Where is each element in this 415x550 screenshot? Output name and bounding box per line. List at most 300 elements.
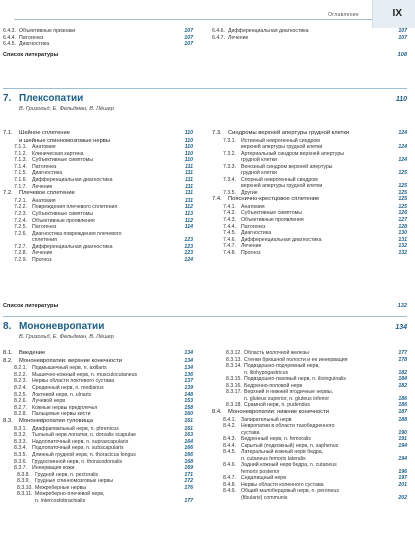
entry-title: сплетения [32, 237, 57, 244]
entry-page: 201 [398, 481, 407, 488]
entry-title: Запирательный нерв [241, 416, 292, 423]
entry-number: 7.3.4. [223, 176, 236, 183]
toc-entry[interactable] [3, 485, 193, 492]
entry-number: 8.2. [3, 357, 13, 364]
toc-entry[interactable] [3, 465, 193, 472]
entry-page: 177 [398, 350, 407, 356]
entry-title: Межреберно-плечевой нерв, [35, 491, 105, 498]
entry-title: Длинный грудной нерв, n. thoracicus longus [32, 451, 136, 458]
toc-entry[interactable] [212, 443, 407, 450]
entry-page: 112 [184, 204, 193, 211]
entry-title: Бедренный нерв, n. femoralis [241, 436, 311, 443]
chapter-8-heading[interactable] [3, 316, 407, 340]
toc-entry[interactable] [3, 184, 193, 191]
entry-title: Лечение [32, 183, 53, 190]
entry-page: 125 [398, 183, 407, 190]
entry-number: 7.3.3. [223, 163, 236, 170]
toc-entry[interactable] [212, 363, 407, 370]
entry-page: 110 [184, 157, 193, 164]
entry-title: Мононевропатии: нижние конечности [228, 408, 329, 415]
entry-number: 6.4.3. [3, 28, 16, 34]
entry-title: Седалищный нерв [241, 475, 286, 482]
toc-entry[interactable] [212, 383, 407, 390]
entry-page: 188 [398, 416, 407, 423]
entry-number: 7.4.4. [223, 223, 236, 230]
entry-title: Мононевропатии: верхние конечности [19, 357, 122, 364]
entry-title: Срамной нерв, n. pudendus [244, 402, 311, 409]
toc-entry[interactable] [212, 449, 407, 456]
entry-number: 7.3.5. [223, 189, 236, 196]
entry-number: 6.4.5. [3, 41, 16, 48]
entry-page: 176 [184, 484, 193, 491]
entry-page: 114 [184, 224, 193, 231]
entry-page: 196 [398, 468, 407, 475]
toc-entry[interactable] [212, 28, 407, 35]
entry-title: (fibularis) communis [241, 495, 288, 502]
toc-entry[interactable] [212, 243, 407, 250]
entry-page: 137 [184, 378, 193, 385]
entry-title: Мышечно-кожный нерв, n. musculocutaneus [32, 371, 138, 378]
entry-page: 169 [184, 465, 193, 472]
references-entry-ch6[interactable] [3, 52, 407, 58]
entry-page: 124 [398, 157, 407, 164]
entry-number: 7.2.2. [14, 204, 27, 211]
entry-title: Скрытый (подкожный) нерв, n. saphenus [241, 442, 339, 449]
entry-number: 8.3.16. [226, 382, 242, 389]
toc-entry[interactable] [3, 224, 193, 231]
entry-title: Прогноз [241, 249, 261, 256]
toc-entry[interactable] [3, 144, 193, 151]
entry-number: 7.4.1. [223, 203, 236, 210]
entry-number: 8.1. [3, 350, 13, 356]
entry-title: Нервы области коленного сустава [241, 481, 324, 488]
entry-title: Прогноз [32, 256, 52, 263]
entry-title: Лечение [228, 34, 249, 41]
entry-title: Подвздошно-паховый нерв, n. ilioinguinalis [244, 376, 346, 383]
entry-title: верхней апертуры грудной клетки [241, 183, 323, 190]
entry-page: 164 [184, 438, 193, 445]
entry-title: Дифференциальная диагностика [228, 28, 309, 34]
entry-title: Мононевропатии туловища [19, 417, 93, 424]
entry-page: 184 [398, 376, 407, 383]
toc-entry[interactable] [3, 411, 193, 418]
toc-entry[interactable] [3, 218, 193, 225]
toc-column-ch7-right [212, 130, 407, 256]
entry-page: 177 [184, 498, 193, 505]
entry-number: 7.1.1. [14, 143, 27, 150]
toc-entry[interactable] [212, 138, 407, 145]
entry-number: 7.2.8. [14, 250, 27, 257]
entry-page: 111 [185, 170, 193, 177]
entry-page: 125 [398, 196, 407, 203]
entry-title: femoris posterior [241, 468, 280, 475]
toc-entry[interactable] [212, 475, 407, 482]
entry-page: 168 [184, 458, 193, 465]
entry-number: 8.3.3. [14, 438, 27, 445]
entry-page: 107 [184, 41, 193, 48]
entry-page: 125 [398, 170, 407, 177]
entry-page: 125 [398, 189, 407, 196]
entry-number: 8.4.6. [223, 462, 236, 469]
entry-number: 7.2.9. [14, 256, 27, 263]
toc-entry[interactable] [3, 28, 193, 35]
entry-page: 186 [398, 402, 407, 409]
toc-entry[interactable] [3, 459, 193, 466]
entry-title: Объективные проявления [241, 216, 304, 223]
entry-number: 8.4.3. [223, 436, 236, 443]
entry-number: 8.2.2. [14, 371, 27, 378]
toc-entry[interactable] [3, 372, 193, 379]
toc-entry[interactable] [212, 190, 407, 197]
entry-page: 124 [398, 130, 407, 136]
entry-page: 148 [184, 391, 193, 398]
toc-entry[interactable] [212, 350, 407, 357]
toc-entry[interactable] [3, 177, 193, 184]
toc-entry[interactable] [3, 211, 193, 218]
entry-page: 111 [185, 197, 193, 204]
toc-entry[interactable] [3, 418, 193, 426]
toc-entry[interactable] [212, 389, 407, 396]
toc-entry[interactable] [3, 130, 193, 138]
toc-entry[interactable] [212, 402, 407, 409]
toc-entry[interactable] [3, 198, 193, 205]
entry-page: 194 [398, 455, 407, 462]
toc-entry[interactable] [3, 398, 193, 405]
entry-title: Бедренно-половой нерв [244, 382, 303, 389]
toc-entry[interactable] [212, 417, 407, 424]
entry-number: 7.4.8. [223, 249, 236, 256]
entry-title: Дифференциальная диагностика [241, 236, 322, 243]
references-page: 132 [397, 303, 407, 309]
chapter-7-heading[interactable] [3, 88, 407, 112]
entry-page: 123 [184, 237, 193, 244]
entry-title: Субъективные симптомы [32, 157, 93, 164]
entry-title: Дифференциальная диагностика [32, 176, 113, 183]
entry-page: 178 [398, 356, 407, 363]
entry-number: 8.3. [3, 417, 13, 424]
entry-number: 8.3.8. [17, 471, 30, 478]
entry-page: 160 [184, 411, 193, 418]
entry-page: 112 [184, 217, 193, 224]
entry-title: Лечение [32, 250, 53, 257]
toc-column-ch7-left [3, 130, 193, 263]
entry-number: 8.4.1. [223, 416, 236, 423]
entry-title: Истинный неврогенный синдром [241, 137, 320, 144]
entry-title: Стенки брюшной полости и ее иннервация [244, 356, 348, 363]
entry-number: 7.2.1. [14, 197, 27, 204]
toc-entry[interactable] [212, 423, 407, 430]
entry-title: сустава [241, 429, 260, 436]
entry-title: Задний кожный нерв бедра, n. cutaneus [241, 462, 337, 469]
toc-entry[interactable] [3, 432, 193, 439]
entry-title: Диафрагмальный нерв, n. phrenicus [32, 425, 119, 432]
entry-title: Патогенез [241, 223, 266, 230]
entry-title: Верхний и нижний ягодичные нервы, [244, 389, 334, 396]
toc-entry[interactable] [212, 376, 407, 383]
entry-title: Кожные нервы предплечья [32, 404, 98, 411]
entry-page: 113 [184, 210, 193, 217]
toc-entry[interactable] [212, 436, 407, 443]
entry-title: Венозный синдром верхней апертуры [241, 163, 333, 170]
chapter-rule [3, 316, 407, 317]
entry-page: 107 [184, 28, 193, 34]
toc-entry[interactable] [3, 170, 193, 177]
entry-title: n. cutaneus femoris lateralis [241, 455, 306, 462]
entry-title: Подвздошно-подчревный нерв, [244, 363, 320, 370]
entry-title: верхней апертуры грудной клетки [241, 144, 323, 151]
toc-entry[interactable] [3, 257, 193, 264]
entry-page: 202 [398, 495, 407, 502]
entry-number: 8.4.9. [223, 488, 236, 495]
entry-number: 6.4.7. [212, 34, 225, 41]
entry-title: Грудоспинной нерв, n. thoracodorsalis [32, 458, 123, 465]
chapter-page: 134 [395, 324, 407, 331]
toc-entry[interactable] [212, 217, 407, 224]
chapter-title: Мононевропатии [19, 321, 105, 332]
entry-number: 7.4.3. [223, 216, 236, 223]
toc-entry[interactable] [212, 164, 407, 171]
entry-title: n. intercostobrachialis [35, 498, 86, 505]
toc-entry[interactable] [3, 190, 193, 198]
entry-number: 7.3. [212, 130, 222, 136]
entry-page: 153 [184, 398, 193, 405]
toc-entry[interactable] [212, 210, 407, 217]
entry-number: 8.3.10. [17, 484, 33, 491]
entry-title: Субъективные симптомы [32, 210, 93, 217]
entry-page: 187 [398, 408, 407, 415]
entry-number: 8.3.11. [17, 491, 33, 498]
entry-number: 8.3.18. [226, 402, 242, 409]
toc-entry[interactable] [212, 151, 407, 158]
toc-entry[interactable] [3, 164, 193, 171]
toc-entry[interactable] [3, 405, 193, 412]
entry-title: Анатомия [241, 203, 265, 210]
entry-number: 8.3.5. [14, 451, 27, 458]
entry-title: и шейные спинномозговые нервы [19, 137, 111, 144]
toc-entry[interactable] [212, 409, 407, 417]
toc-entry[interactable] [212, 196, 407, 204]
entry-title: Патогенез [19, 34, 44, 41]
entry-number: 7.3.2. [223, 150, 236, 157]
entry-number: 7.4.5. [223, 230, 236, 237]
toc-entry[interactable] [3, 392, 193, 399]
toc-entry[interactable] [3, 498, 193, 504]
toc-entry[interactable] [3, 365, 193, 372]
toc-entry[interactable] [3, 426, 193, 433]
entry-number: 8.3.15. [226, 376, 242, 383]
toc-column-top-right [212, 28, 407, 41]
entry-title: Патогенез [32, 163, 57, 170]
entry-number: 8.3.17. [226, 389, 242, 396]
entry-title: Объективные проявления [32, 217, 95, 224]
entry-page: 139 [184, 384, 193, 391]
toc-entry[interactable] [3, 350, 193, 358]
entry-number: 8.2.4. [14, 384, 27, 391]
entry-number: 7.1.5. [14, 170, 27, 177]
toc-entry[interactable] [3, 478, 193, 485]
entry-number: 6.4.4. [3, 34, 16, 41]
toc-entry[interactable] [212, 495, 407, 501]
entry-number: 7.1. [3, 130, 13, 136]
chapter-authors: В. Гризольд, Е. Фельдман, В. Лёшер [19, 334, 114, 340]
entry-title: Повреждения плечевого сплетения [32, 204, 118, 211]
chapter-title: Плексопатии [19, 93, 84, 104]
entry-title: Спорный неврогенный синдром [241, 176, 318, 183]
entry-title: Артериальный синдром верхней апертуры [241, 150, 344, 157]
page-number: IX [392, 8, 402, 19]
running-head: Оглавление [328, 12, 359, 18]
entry-page: 107 [398, 34, 407, 41]
entry-title: Надлопаточный нерв, n. suprascapularis [32, 438, 129, 445]
entry-page: 136 [184, 371, 193, 378]
entry-title: Диагностика [19, 41, 50, 48]
chapter-number: 8. [3, 321, 12, 332]
toc-entry[interactable] [212, 488, 407, 495]
entry-title: Субъективные симптомы [241, 210, 302, 217]
toc-entry[interactable] [3, 41, 193, 48]
entry-page: 107 [184, 34, 193, 41]
entry-number: 8.4.7. [223, 475, 236, 482]
chapter-page: 110 [395, 96, 407, 103]
entry-title: Пояснично-крестцовое сплетение [228, 196, 320, 203]
entry-title: Пальцевые нервы кисти [32, 411, 91, 418]
toc-entry[interactable] [3, 385, 193, 392]
entry-page: 158 [184, 404, 193, 411]
toc-entry[interactable] [3, 491, 193, 498]
entry-number: 7.2.7. [14, 243, 27, 250]
entry-number: 7.4.2. [223, 210, 236, 217]
toc-entry[interactable] [3, 157, 193, 164]
entry-title: Подлопаточный нерв, n. subscapularis [32, 445, 124, 452]
entry-number: 8.4.2. [223, 423, 236, 430]
toc-entry[interactable] [3, 378, 193, 385]
toc-entry[interactable] [212, 204, 407, 211]
entry-title: Локтевой нерв, n. ulnaris [32, 391, 92, 398]
entry-title: Клиническая картина [32, 150, 84, 157]
entry-title: грудной клетки [241, 170, 277, 177]
entry-number: 7.4.6. [223, 236, 236, 243]
toc-entry[interactable] [3, 250, 193, 257]
entry-title: Грудной нерв, n. pectoralis [35, 471, 99, 478]
entry-number: 8.3.9. [17, 478, 30, 485]
toc-entry[interactable] [3, 151, 193, 158]
entry-page: 111 [185, 163, 193, 170]
entry-page: 124 [398, 144, 407, 151]
entry-number: 8.3.13. [226, 356, 242, 363]
entry-title: Синдромы верхней апертуры грудной клетки [228, 130, 350, 136]
entry-number: 8.3.7. [14, 465, 27, 472]
toc-entry[interactable] [212, 224, 407, 231]
entry-title: грудной клетки [241, 157, 277, 164]
entry-number: 7.1.4. [14, 163, 27, 170]
toc-entry[interactable] [3, 231, 193, 238]
entry-page: 163 [184, 432, 193, 439]
entry-number: 8.4.5. [223, 449, 236, 456]
toc-entry[interactable] [212, 357, 407, 364]
toc-entry[interactable] [212, 250, 407, 257]
entry-page: 128 [398, 223, 407, 230]
entry-page: 126 [398, 210, 407, 217]
toc-entry[interactable] [3, 452, 193, 459]
entry-page: 161 [184, 425, 193, 432]
entry-title: Дифференциальная диагностика [32, 243, 113, 250]
entry-page: 134 [184, 365, 193, 372]
entry-number: 8.2.7. [14, 404, 27, 411]
entry-page: 171 [184, 471, 193, 478]
entry-title: Другие [241, 189, 258, 196]
page-number-tab [372, 0, 415, 28]
toc-entry[interactable] [3, 472, 193, 479]
toc-entry[interactable] [3, 35, 193, 42]
toc-entry[interactable] [212, 35, 407, 42]
toc-entry[interactable] [212, 130, 407, 138]
toc-entry[interactable] [212, 237, 407, 244]
toc-column-ch8-left [3, 350, 193, 504]
entry-title: Тыльный нерв лопатки, n. dorsalis scapulae [32, 432, 136, 439]
entry-page: 110 [184, 143, 193, 150]
entry-title: Общий малоберцовый нерв, n. peroneus [241, 488, 339, 495]
header-rule [14, 19, 373, 20]
entry-title: Нервы области локтевого сустава [32, 378, 114, 385]
entry-page: 111 [185, 190, 193, 197]
entry-number: 7.2.5. [14, 224, 27, 231]
references-page: 108 [397, 52, 407, 58]
entry-page: 123 [184, 243, 193, 250]
entry-number: 8.2.8. [14, 411, 27, 418]
entry-number: 7.1.2. [14, 150, 27, 157]
toc-column-ch8-right [212, 350, 407, 501]
toc-entry[interactable] [3, 445, 193, 452]
entry-title: Плечевое сплетение [19, 190, 75, 197]
entry-number: 8.4.8. [223, 481, 236, 488]
entry-page: 191 [398, 436, 407, 443]
toc-entry[interactable] [3, 204, 193, 211]
entry-number: 8.2.1. [14, 365, 27, 372]
references-label: Список литературы [3, 303, 59, 309]
entry-number: 8.2.5. [14, 391, 27, 398]
entry-title: Анатомия [32, 143, 56, 150]
entry-page: 190 [398, 429, 407, 436]
toc-entry[interactable] [3, 439, 193, 446]
toc-entry[interactable] [212, 482, 407, 489]
entry-number: 7.2.6. [14, 230, 27, 237]
toc-entry[interactable] [3, 244, 193, 251]
toc-entry[interactable] [212, 230, 407, 237]
entry-page: 111 [185, 176, 193, 183]
references-entry-ch7[interactable] [3, 303, 407, 309]
entry-number: 8.3.4. [14, 445, 27, 452]
toc-entry[interactable] [212, 177, 407, 184]
entry-number: 8.3.12. [226, 350, 242, 356]
entry-title: Невропатии в области тазобедренного [241, 423, 335, 430]
entry-title: Подмышечный нерв, n. axillaris [32, 365, 107, 372]
entry-page: 161 [184, 417, 193, 424]
entry-title: Иннервация кожи [32, 465, 75, 472]
entry-title: n. iliohypogastricus [244, 369, 289, 376]
entry-title: Патогенез [32, 224, 57, 231]
chapter-authors: В. Гризольд, Е. Фельдман, В. Лёшер [19, 106, 114, 112]
entry-title: Введение [19, 350, 46, 356]
toc-entry[interactable] [3, 358, 193, 366]
toc-entry[interactable] [212, 462, 407, 469]
entry-page: 172 [184, 478, 193, 485]
entry-title: Объективные признаки [19, 28, 76, 34]
entry-number: 7.1.6. [14, 176, 27, 183]
entry-number: 8.4.4. [223, 442, 236, 449]
entry-title: Межреберные нервы [35, 484, 87, 491]
entry-page: 111 [185, 183, 193, 190]
entry-page: 182 [398, 369, 407, 376]
